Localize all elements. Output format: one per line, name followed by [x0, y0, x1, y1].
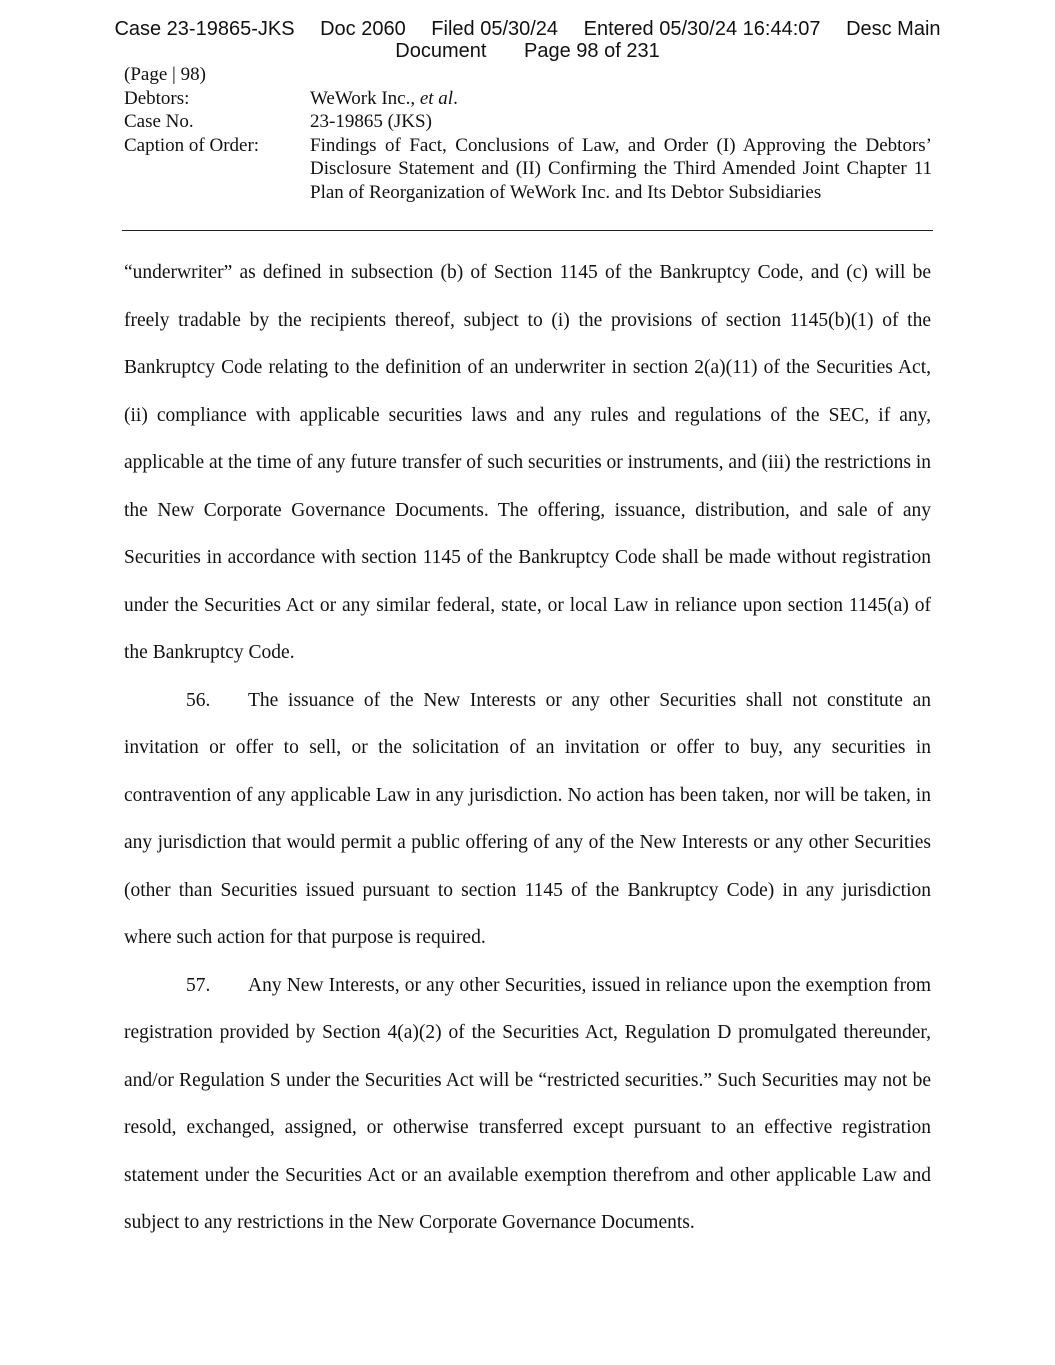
stamp-case-number: Case 23-19865-JKS — [114, 18, 295, 40]
caption-order-value: Findings of Fact, Conclusions of Law, and Order (I) Approving the Debtors’ Disclosure Statement and (II) Confirming the Third Amended Joint Chapter 11 Plan of Reorganization of WeWork Inc. and Its Debtor Subsidiaries — [310, 134, 932, 203]
stamp-filed-date: Filed 05/30/24 — [431, 18, 559, 40]
caption-order-row — [124, 134, 932, 205]
debtors-period: . — [453, 87, 458, 109]
caption-case-no-row — [124, 110, 932, 134]
continued-paragraph: “underwriter” as defined in subsection (b) of Section 1145 of the Bankruptcy Code, and (c) will be freely tradable by the recipients thereof, subject to (i) the provisions of section 1145(b)(1) of the Bankruptcy Code relating to the definition of an underwriter in section 2(a)(11) of the Securities Act, (ii) compliance with applicable securities laws and any rules and regulations of the SEC, if any, applicable at the time of any future transfer of such securities or instruments, and (iii) the restrictions in the New Corporate Governance Documents. The offering, issuance, distribution, and sale of any Securities in accordance with section 1145 of the Bankruptcy Code shall be made without registration under the Securities Act or any similar federal, state, or local Law in reliance upon section 1145(a) of the Bankruptcy Code. — [124, 262, 931, 663]
order-body — [124, 249, 931, 1247]
paragraph-number: 56. — [186, 689, 211, 711]
caption-debtors-row — [124, 87, 932, 111]
caption-divider — [122, 230, 933, 231]
stamp-line-1 — [0, 18, 1055, 40]
paragraph-number: 57. — [186, 974, 211, 996]
paragraph-text: Any New Interests, or any other Securities, issued in reliance upon the exemption from registration provided by Section 4(a)(2) of the Securities Act, Regulation D promulgated thereunder, and/or Regulation S under the Securities Act will be “restricted securities.” Such Securities may not be resold, exchanged, assigned, or otherwise transferred except pursuant to an effective registration statement under the Securities Act or an available exemption therefrom and other applicable Law and subject to any restrictions in the New Corporate Governance Documents. — [124, 974, 931, 1233]
paragraph-56 — [124, 677, 931, 962]
stamp-line-2 — [0, 40, 1055, 62]
stamp-document-label: Document — [395, 40, 487, 62]
caption-case-no-label: Case No. — [124, 111, 194, 132]
stamp-entered-date: Entered 05/30/24 16:44:07 — [583, 18, 821, 40]
caption-page-ref: (Page | 98) — [124, 64, 206, 85]
debtors-name: WeWork Inc., — [310, 87, 420, 109]
caption-debtors-value — [310, 87, 932, 111]
debtors-et-al: et al — [419, 87, 454, 109]
caption-debtors-label: Debtors: — [124, 87, 190, 109]
paragraph-text: The issuance of the New Interests or any other Securities shall not constitute an invitation or offer to sell, or the solicitation of an invitation or offer to buy, any securities in contravention of any applicable Law in any jurisdiction. No action has been taken, nor will be taken, in any jurisdiction that would permit a public offering of any of the New Interests or any other Securities (other than Securities issued pursuant to section 1145 of the Bankruptcy Code) in any jurisdiction where such action for that purpose is required. — [124, 689, 931, 948]
stamp-page-count: Page 98 of 231 — [524, 40, 660, 62]
stamp-description: Desc Main — [846, 18, 941, 40]
caption-case-no-value: 23-19865 (JKS) — [310, 111, 432, 132]
caption-block — [124, 63, 932, 204]
paragraph-57 — [124, 962, 931, 1247]
stamp-doc-number: Doc 2060 — [320, 18, 406, 40]
caption-order-label: Caption of Order: — [124, 134, 260, 156]
court-filing-stamp — [0, 18, 1055, 62]
